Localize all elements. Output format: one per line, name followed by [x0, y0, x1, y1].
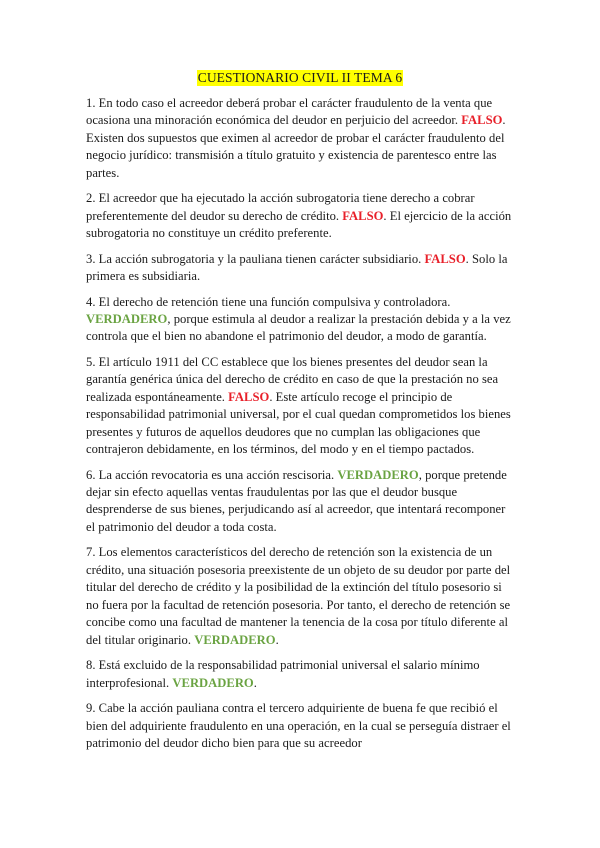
answer-explanation: , porque estimula al deudor a realizar la prestación debida y a la vez controla que el bien no abandone el patrimonio del deudor, a modo de garantía. — [86, 312, 511, 344]
question-text: 8. Está excluido de la responsabilidad patrimonial universal el salario mínimo interprofesional. — [86, 658, 480, 690]
question-9 — [86, 700, 516, 752]
question-1 — [86, 95, 516, 182]
question-3 — [86, 251, 516, 286]
answer-falso: FALSO — [461, 113, 503, 128]
answer-explanation: . Este artículo recoge el principio de responsabilidad patrimonial universal, por el cual quedan comprometidos los bienes presentes y futuros de aquellos deudores que no cumplan las obligaciones que contrajeron debidamente, en los términos, del modo y en el tiempo pactados. — [86, 389, 511, 457]
answer-falso: FALSO — [342, 208, 384, 223]
answer-explanation: . Existen dos supuestos que eximen al acreedor de probar el carácter fraudulento del negocio jurídico: transmisión a título gratuito y existencia de parentesco entre las partes. — [86, 113, 506, 180]
question-text: 4. El derecho de retención tiene una función compulsiva y controladora. — [86, 294, 451, 309]
answer-explanation: . — [275, 632, 279, 647]
answer-falso: FALSO — [228, 389, 270, 404]
answer-verdadero: VERDADERO — [194, 632, 276, 647]
question-text: 7. Los elementos característicos del derecho de retención son la existencia de un crédito, una situación posesoria preexistente de un objeto de su deudor por parte del titular del derecho de crédito y la posibilidad de la extinción del título posesorio si no fuera por la facultad de retención posesoria. Por tanto, el derecho de retención se concibe como una facultad de mantener la tenencia de la cosa por título diferente al del titular originario. — [86, 545, 511, 647]
question-text: 1. En todo caso el acreedor deberá probar el carácter fraudulento de la venta que ocasiona una minoración económica del deudor en perjuicio del acreedor. — [86, 96, 493, 128]
title-wrapper — [0, 69, 600, 87]
answer-explanation: , porque pretende dejar sin efecto aquellas ventas fraudulentas por las que el deudor busque desprenderse de sus bienes, perjudicando así al acreedor, que intentará recomponer el patrimonio del deudor a toda costa. — [86, 467, 507, 534]
answer-explanation: . — [253, 675, 257, 690]
question-8 — [86, 657, 516, 692]
question-5 — [86, 354, 516, 458]
questions-list — [86, 95, 516, 760]
question-7 — [86, 544, 516, 648]
question-6 — [86, 467, 516, 537]
answer-verdadero: VERDADERO — [86, 312, 168, 327]
answer-verdadero: VERDADERO — [172, 675, 254, 690]
answer-verdadero: VERDADERO — [337, 467, 419, 482]
question-text: 6. La acción revocatoria es una acción rescisoria. — [86, 467, 335, 482]
question-4 — [86, 294, 516, 346]
answer-explanation: . Solo la primera es subsidiaria. — [86, 251, 508, 284]
question-text: 9. Cabe la acción pauliana contra el tercero adquiriente de buena fe que recibió el bien del adquiriente fraudulento en una operación, en la cual se perseguía distraer el patrimonio del deudor dicho bien para que su acreedor — [86, 701, 511, 750]
document-title: CUESTIONARIO CIVIL II TEMA 6 — [197, 70, 403, 85]
answer-falso: FALSO — [424, 251, 466, 266]
question-text: 5. El artículo 1911 del CC establece que los bienes presentes del deudor sean la garantía genérica única del derecho de crédito en caso de que la prestación no sea realizada espontáneamente. — [86, 355, 499, 404]
question-2 — [86, 190, 516, 242]
question-text: 2. El acreedor que ha ejecutado la acción subrogatoria tiene derecho a cobrar preferentemente del deudor su derecho de crédito. — [86, 191, 475, 223]
question-text: 3. La acción subrogatoria y la pauliana tienen carácter subsidiario. — [86, 251, 422, 266]
answer-explanation: . El ejercicio de la acción subrogatoria no constituye un crédito preferente. — [86, 208, 512, 241]
